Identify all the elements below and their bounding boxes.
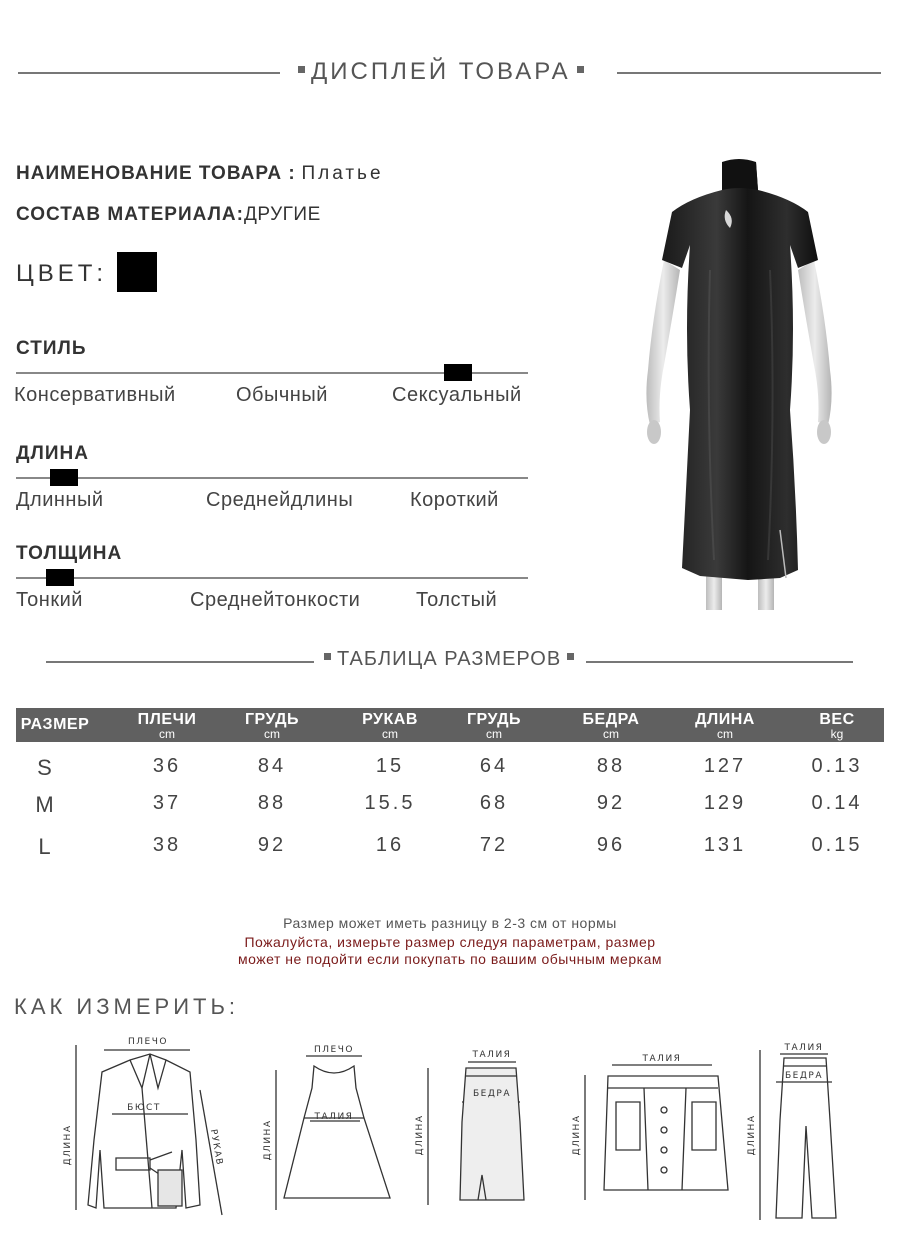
size-label-cell: L xyxy=(38,834,54,859)
size-header-line-left xyxy=(46,661,314,663)
note-measure-warning-1: Пожалуйста, измерьте размер следуя параметрам, размер xyxy=(244,934,656,950)
dress-shoulder-label: ПЛЕЧО xyxy=(314,1045,354,1055)
size-column-header xyxy=(556,708,666,742)
display-header-text: ДИСПЛЕЙ ТОВАРА xyxy=(311,58,571,85)
size-header-line-right xyxy=(586,661,853,663)
note-size-difference: Размер может иметь разницу в 2-3 см от нормы xyxy=(283,915,617,931)
table-cell: 15 xyxy=(375,755,405,777)
pants-length-label: ДЛИНА xyxy=(747,1114,757,1156)
scale-track xyxy=(16,577,528,579)
pants-waist-label: ТАЛИЯ xyxy=(784,1043,824,1053)
column-unit: cm xyxy=(486,727,502,741)
size-column-header xyxy=(670,708,780,742)
color-label: ЦВЕТ: xyxy=(16,260,108,287)
column-unit: cm xyxy=(717,727,733,741)
table-cell: 0.14 xyxy=(811,792,863,814)
scale-option-label: Сексуальный xyxy=(392,384,522,406)
size-column-header xyxy=(217,708,327,742)
column-name: ДЛИНА xyxy=(695,711,755,728)
scale-title: СТИЛЬ xyxy=(16,338,87,359)
scale-title: ДЛИНА xyxy=(16,443,89,464)
table-cell: 84 xyxy=(257,755,287,777)
scale-option-label: Длинный xyxy=(16,489,104,511)
size-column-header xyxy=(782,708,892,742)
dress-diagram xyxy=(276,1056,390,1210)
column-unit: cm xyxy=(382,727,398,741)
color-swatch xyxy=(117,252,157,292)
shorts-waist-label: ТАЛИЯ xyxy=(642,1054,682,1064)
scale-selected-marker xyxy=(50,469,78,486)
table-cell: 37 xyxy=(152,792,182,814)
table-cell: 129 xyxy=(703,792,747,814)
scale-track xyxy=(16,477,528,479)
bullet-square-icon xyxy=(324,653,331,660)
scale-option-label: Среднейдлины xyxy=(206,489,354,511)
scale-option-label: Обычный xyxy=(236,384,328,406)
display-header-line-right xyxy=(617,72,881,74)
scale-option-label: Среднейтонкости xyxy=(190,589,361,611)
material-row xyxy=(16,204,321,226)
table-cell: 15.5 xyxy=(364,792,416,814)
size-label-cell: S xyxy=(37,755,55,780)
column-unit: cm xyxy=(264,727,280,741)
table-cell: 0.13 xyxy=(811,755,863,777)
scale-title: ТОЛЩИНА xyxy=(16,543,123,564)
measure-diagrams xyxy=(0,1030,900,1240)
table-cell: 0.15 xyxy=(811,834,863,856)
dress-waist-label: ТАЛИЯ xyxy=(314,1112,354,1122)
material-label: СОСТАВ МАТЕРИАЛА: xyxy=(16,204,244,225)
table-cell: 88 xyxy=(257,792,287,814)
size-header-text: ТАБЛИЦА РАЗМЕРОВ xyxy=(337,648,562,670)
table-cell: 64 xyxy=(479,755,509,777)
how-to-measure-title: КАК ИЗМЕРИТЬ: xyxy=(14,994,239,1019)
table-cell: 131 xyxy=(703,834,747,856)
column-name: РУКАВ xyxy=(362,711,418,728)
table-cell: 92 xyxy=(596,792,626,814)
scale-option-label: Короткий xyxy=(410,489,499,511)
table-cell: 38 xyxy=(152,834,182,856)
table-cell: 127 xyxy=(703,755,747,777)
bullet-square-icon xyxy=(567,653,574,660)
scale-option-label: Тонкий xyxy=(16,589,83,611)
column-unit: cm xyxy=(603,727,619,741)
table-cell: 96 xyxy=(596,834,626,856)
table-cell: 72 xyxy=(479,834,509,856)
bullet-square-icon xyxy=(298,66,305,73)
note-measure-warning-2: может не подойти если покупать по вашим обычным меркам xyxy=(238,951,662,967)
column-unit: cm xyxy=(159,727,175,741)
size-column-header xyxy=(0,708,110,742)
scale-option-label: Толстый xyxy=(416,589,498,611)
jacket-bust-label: БЮСТ xyxy=(127,1103,161,1113)
size-column-header xyxy=(112,708,222,742)
column-name: БЕДРА xyxy=(582,711,640,728)
jacket-diagram xyxy=(76,1045,225,1215)
table-cell: 68 xyxy=(479,792,509,814)
product-name-value: Платье xyxy=(301,163,384,184)
skirt-diagram xyxy=(428,1062,524,1205)
display-header xyxy=(292,58,590,86)
column-unit: kg xyxy=(830,727,844,741)
table-cell: 16 xyxy=(375,834,405,856)
scale-selected-marker xyxy=(46,569,74,586)
jacket-shoulder-label: ПЛЕЧО xyxy=(128,1037,168,1047)
jacket-length-label: ДЛИНА xyxy=(63,1124,73,1166)
size-column-header xyxy=(335,708,445,742)
scale-option-label: Консервативный xyxy=(14,384,176,406)
column-name: ГРУДЬ xyxy=(466,711,522,728)
skirt-hips-label: БЕДРА xyxy=(473,1089,511,1099)
material-value: ДРУГИЕ xyxy=(243,204,321,225)
scale-selected-marker xyxy=(444,364,472,381)
table-cell: 92 xyxy=(257,834,287,856)
table-cell: 36 xyxy=(152,755,182,777)
column-name: РАЗМЕР xyxy=(20,716,90,733)
jacket-sleeve-label: РУКАВ xyxy=(207,1128,225,1167)
size-header xyxy=(318,648,580,671)
display-header-line-left xyxy=(18,72,280,74)
column-name: ПЛЕЧИ xyxy=(137,711,197,728)
table-cell: 88 xyxy=(596,755,626,777)
product-name-row xyxy=(16,163,384,185)
skirt-length-label: ДЛИНА xyxy=(415,1114,425,1156)
column-name: ВЕС xyxy=(819,711,855,728)
pants-hips-label: БЕДРА xyxy=(785,1071,823,1081)
shorts-diagram xyxy=(585,1065,728,1200)
product-name-label: НАИМЕНОВАНИЕ ТОВАРА : xyxy=(16,163,296,184)
size-column-header xyxy=(439,708,549,742)
size-table-header xyxy=(16,708,884,742)
shorts-length-label: ДЛИНА xyxy=(572,1114,582,1156)
bullet-square-icon xyxy=(577,66,584,73)
product-dress-image xyxy=(630,150,850,615)
size-label-cell: M xyxy=(35,792,57,817)
dress-length-label: ДЛИНА xyxy=(263,1119,273,1161)
column-name: ГРУДЬ xyxy=(244,711,300,728)
skirt-waist-label: ТАЛИЯ xyxy=(472,1050,512,1060)
